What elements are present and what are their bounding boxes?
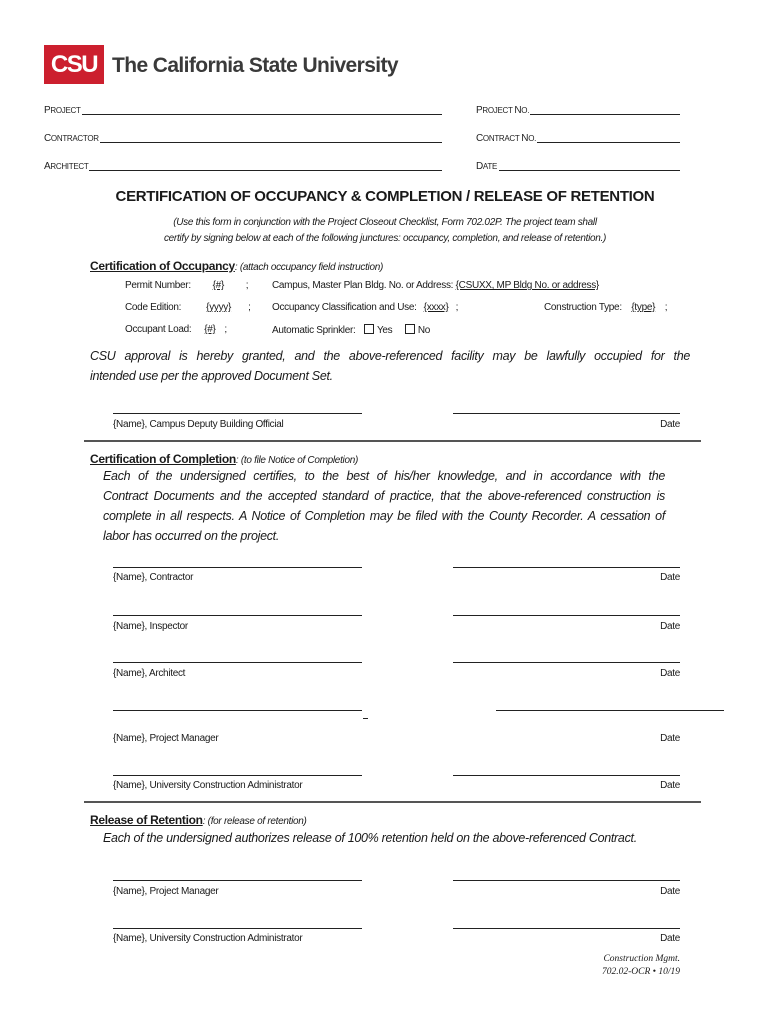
occupancy-title: Certification of Occupancy xyxy=(90,259,235,273)
sig-date-label: Date xyxy=(660,419,680,430)
campus-row: Campus, Master Plan Bldg. No. or Address: {CSUXX, MP Bldg No. or address} xyxy=(272,280,664,291)
section-divider xyxy=(84,440,701,442)
no-checkbox[interactable] xyxy=(405,324,415,334)
form-title: CERTIFICATION OF OCCUPANCY & COMPLETION / RELEASE OF RETENTION xyxy=(115,188,655,205)
date-line[interactable] xyxy=(453,775,680,776)
sig-contractor: {Name}, Contractor xyxy=(113,572,194,583)
sig-date-label: Date xyxy=(660,886,680,897)
completion-note: : (to file Notice of Completion) xyxy=(235,455,359,466)
architect-label: ARCHITECT xyxy=(44,161,89,172)
sig-date-label: Date xyxy=(660,621,680,632)
sig-inspector: {Name}, Inspector xyxy=(113,621,188,632)
date-label: DATE xyxy=(476,161,497,172)
construction-type-field[interactable]: {type} xyxy=(631,302,656,313)
construction-type-row: Construction Type: {type} ; xyxy=(544,302,668,313)
contractor-label: CONTRACTOR xyxy=(44,133,99,144)
signature-line[interactable] xyxy=(113,710,362,711)
campus-field[interactable]: {CSUXX, MP Bldg No. or address} xyxy=(455,280,599,291)
signature-line[interactable] xyxy=(113,413,362,414)
completion-statement: Each of the undersigned certifies, to the best of his/her knowledge, and in accordance with the Contract Documents and the accepted standard of practice, that the above-referenced construction is complete in all respects. A Notice of Completion may be filed with the County Recorder. A cessation of labor has occurred on the project. xyxy=(103,469,665,543)
occupancy-heading xyxy=(90,257,383,275)
date-line[interactable] xyxy=(496,710,724,711)
retention-title: Release of Retention xyxy=(90,813,203,827)
project-label: PROJECT xyxy=(44,105,81,116)
date-line[interactable] xyxy=(453,615,680,616)
retention-statement: Each of the undersigned authorizes release of 100% retention held on the above-referenced Contract. xyxy=(103,831,637,845)
project-no-field[interactable] xyxy=(530,114,680,115)
sprinkler-no[interactable]: No xyxy=(405,325,430,336)
signature-line[interactable] xyxy=(113,567,362,568)
sig-date-label: Date xyxy=(660,780,680,791)
occupant-load-field[interactable]: {#} xyxy=(204,324,216,335)
signature-line[interactable] xyxy=(113,662,362,663)
code-edition-row: Code Edition: {yyyy} ; xyxy=(125,302,251,313)
contract-no-field[interactable] xyxy=(537,142,680,143)
sig-project-manager: {Name}, Project Manager xyxy=(113,733,219,744)
sig-date-label: Date xyxy=(660,733,680,744)
occupant-load-row: Occupant Load: {#} ; xyxy=(125,324,227,335)
footer-form-number: 702.02-OCR • 10/19 xyxy=(601,967,680,977)
retention-heading xyxy=(90,811,307,829)
date-line[interactable] xyxy=(453,662,680,663)
sprinkler-yes[interactable]: Yes xyxy=(364,325,392,336)
permit-number-field[interactable]: {#} xyxy=(212,280,224,291)
yes-checkbox[interactable] xyxy=(364,324,374,334)
sig-retention-admin: {Name}, University Construction Administrator xyxy=(113,933,303,944)
sig-date-label: Date xyxy=(660,933,680,944)
architect-field[interactable] xyxy=(89,170,442,171)
logo-mark: CSU xyxy=(50,50,98,78)
sig-date-label: Date xyxy=(660,668,680,679)
signature-line[interactable] xyxy=(113,615,362,616)
signature-line[interactable] xyxy=(113,775,362,776)
section-divider xyxy=(84,801,701,803)
sig-date-label: Date xyxy=(660,572,680,583)
date-line[interactable] xyxy=(453,567,680,568)
signature-line[interactable] xyxy=(113,880,362,881)
form-subtitle-line1: (Use this form in conjunction with the Project Closeout Checklist, Form 702.02P. The project team shall xyxy=(173,217,597,228)
sig-architect: {Name}, Architect xyxy=(113,668,186,679)
code-edition-field[interactable]: {yyyy} xyxy=(206,302,232,313)
project-no-label: PROJECT NO. xyxy=(476,105,530,116)
contract-no-label: CONTRACT NO. xyxy=(476,133,537,144)
occupancy-statement: CSU approval is hereby granted, and the above-referenced facility may be lawfully occupied for the intended use per the approved Document Set. xyxy=(90,349,690,383)
date-line[interactable] xyxy=(453,880,680,881)
project-field[interactable] xyxy=(82,114,442,115)
occupancy-class-row: Occupancy Classification and Use: {xxxx} ; xyxy=(272,302,459,313)
signature-line[interactable] xyxy=(113,928,362,929)
footer-dept: Construction Mgmt. xyxy=(603,954,680,964)
completion-title: Certification of Completion xyxy=(90,452,236,466)
sig-building-official: {Name}, Campus Deputy Building Official xyxy=(113,419,284,430)
date-line[interactable] xyxy=(453,928,680,929)
form-subtitle-line2: certify by signing below at each of the following junctures: occupancy, completion, and release of retention.) xyxy=(163,233,607,244)
csu-logo xyxy=(44,45,104,84)
stray-dash xyxy=(363,718,368,719)
occupancy-note: : (attach occupancy field instruction) xyxy=(234,262,384,273)
permit-number-row: Permit Number: {#} ; xyxy=(125,280,249,291)
sig-construction-admin: {Name}, University Construction Administrator xyxy=(113,780,303,791)
contractor-field[interactable] xyxy=(100,142,442,143)
occupancy-class-field[interactable]: {xxxx} xyxy=(423,302,449,313)
date-field[interactable] xyxy=(499,170,680,171)
university-name: The California State University xyxy=(112,54,398,77)
retention-note: : (for release of retention) xyxy=(202,816,307,827)
sprinkler-row: Automatic Sprinkler: Yes No xyxy=(272,325,431,336)
date-line[interactable] xyxy=(453,413,680,414)
sig-retention-pm: {Name}, Project Manager xyxy=(113,886,219,897)
